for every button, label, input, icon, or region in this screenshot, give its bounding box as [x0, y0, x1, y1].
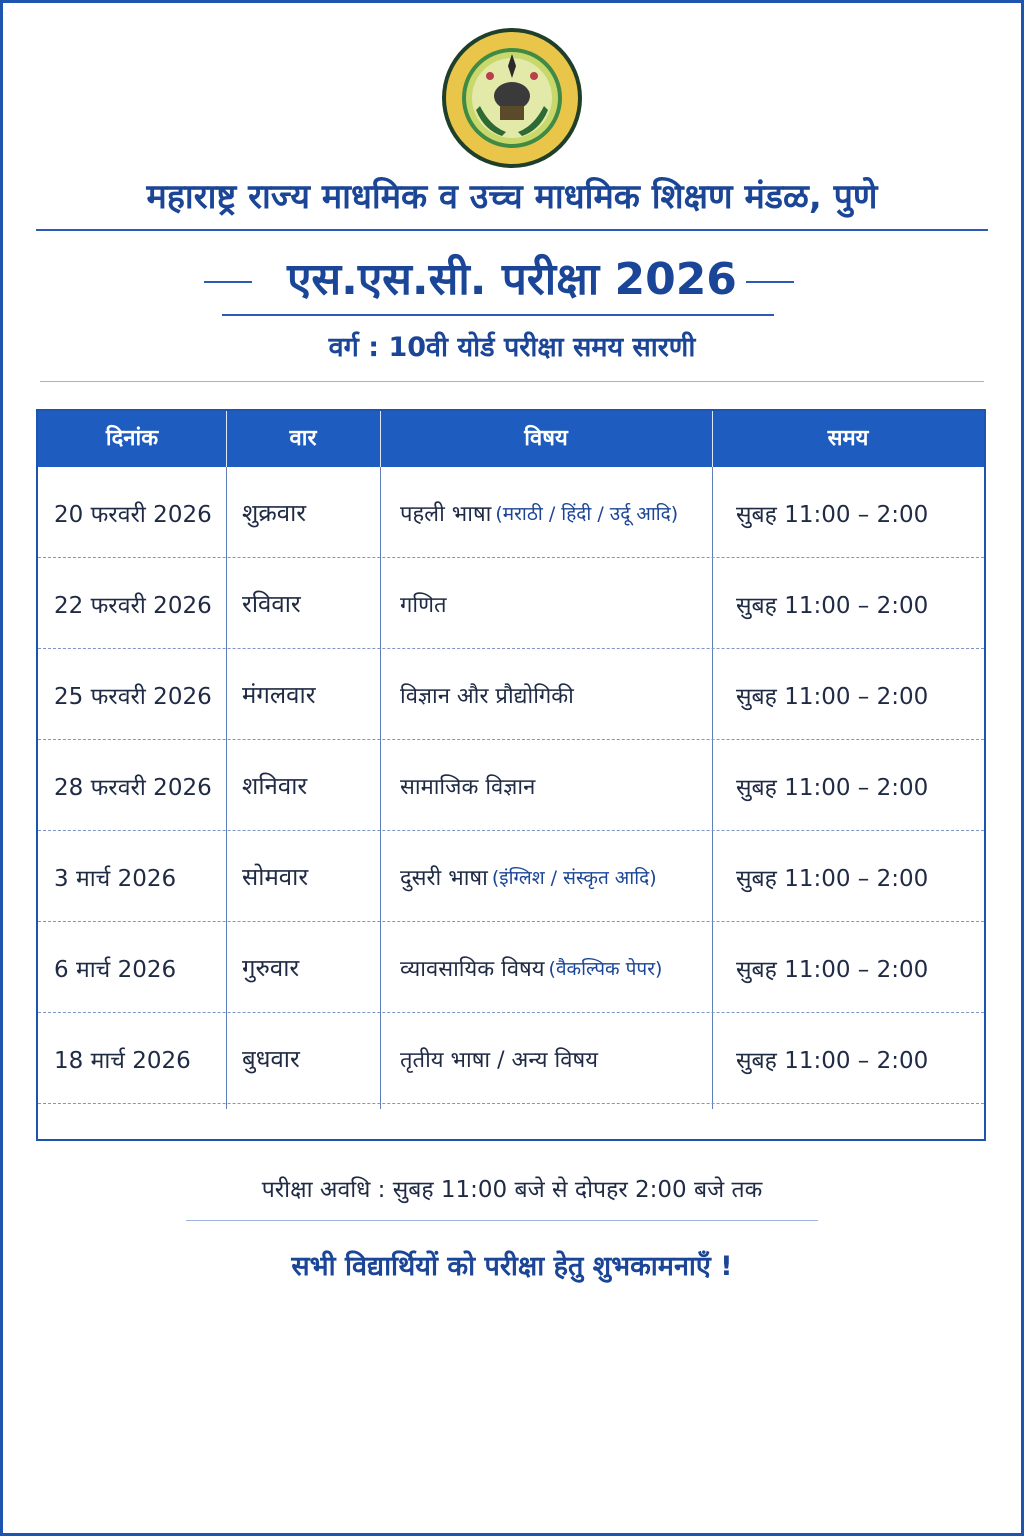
row-date: 6 मार्च 2026 [54, 956, 177, 983]
row-day: रविवार [242, 590, 301, 618]
divider [186, 1220, 818, 1221]
row-subject [400, 740, 716, 831]
divider [36, 229, 988, 231]
header-divider [380, 411, 381, 467]
header-divider [712, 411, 713, 467]
best-wishes-message: सभी विद्यार्थियों को परीक्षा हेतु शुभकामनाएँ ! [291, 1251, 733, 1282]
row-date: 3 मार्च 2026 [54, 865, 177, 892]
table-row [38, 558, 984, 649]
header-divider [226, 411, 227, 467]
row-day: गुरुवार [242, 954, 300, 982]
exam-title: एस.एस.सी. परीक्षा 2026 [287, 254, 737, 305]
row-time: सुबह 11:00 – 2:00 [736, 501, 929, 528]
row-subject [400, 558, 716, 649]
header-day: वार [289, 426, 317, 451]
divider [40, 381, 984, 382]
table-row [38, 467, 984, 558]
row-time: सुबह 11:00 – 2:00 [736, 592, 929, 619]
board-name: महाराष्ट्र राज्य माधमिक व उच्च माधमिक शिक्षण मंडळ, पुणे [146, 177, 878, 217]
row-date: 28 फरवरी 2026 [54, 774, 212, 801]
row-day: सोमवार [242, 863, 309, 891]
header-subject: विषय [524, 426, 568, 451]
row-subject [400, 467, 716, 558]
row-time: सुबह 11:00 – 2:00 [736, 956, 929, 983]
exam-duration-note: परीक्षा अवधि : सुबह 11:00 बजे से दोपहर 2:00 बजे तक [261, 1177, 763, 1203]
class-timetable-subtitle: वर्ग : 10वी योर्ड परीक्षा समय सारणी [328, 332, 696, 363]
title-dash-right [746, 281, 794, 283]
row-date: 18 मार्च 2026 [54, 1047, 191, 1074]
divider [222, 314, 774, 316]
row-subject [400, 649, 716, 740]
header-date: दिनांक [105, 426, 159, 451]
row-date: 25 फरवरी 2026 [54, 683, 212, 710]
title-dash-left [204, 281, 252, 283]
timetable [36, 409, 986, 1141]
table-row [38, 649, 984, 740]
exam-title-block [0, 250, 1024, 310]
timetable-header [38, 411, 984, 467]
subject-note: (इंग्लिश / संस्कृत आदि) [491, 866, 657, 889]
subject-name: दुसरी भाषा [400, 865, 488, 891]
row-subject [400, 922, 716, 1013]
row-day: मंगलवार [242, 681, 316, 709]
subject-note: (मराठी / हिंदी / उर्दू आदि) [495, 502, 679, 525]
row-time: सुबह 11:00 – 2:00 [736, 1047, 929, 1074]
table-row [38, 922, 984, 1013]
row-date: 22 फरवरी 2026 [54, 592, 212, 619]
row-time: सुबह 11:00 – 2:00 [736, 774, 929, 801]
row-time: सुबह 11:00 – 2:00 [736, 865, 929, 892]
row-day: शनिवार [242, 772, 308, 800]
row-date: 20 फरवरी 2026 [54, 501, 212, 528]
header-time: समय [827, 426, 869, 451]
table-row [38, 1013, 984, 1104]
row-subject [400, 1013, 716, 1104]
table-row [38, 740, 984, 831]
row-day: शुक्रवार [242, 499, 307, 527]
row-day: बुधवार [242, 1045, 300, 1073]
table-row [38, 831, 984, 922]
subject-note: (वैकल्पिक पेपर) [548, 957, 663, 980]
row-time: सुबह 11:00 – 2:00 [736, 683, 929, 710]
subject-name: सामाजिक विज्ञान [400, 774, 536, 800]
subject-name: तृतीय भाषा / अन्य विषय [400, 1047, 598, 1073]
subject-name: गणित [400, 592, 447, 618]
row-subject [400, 831, 716, 922]
board-seal-emblem [440, 26, 584, 170]
subject-name: व्यावसायिक विषय [400, 956, 545, 982]
subject-name: पहली भाषा [400, 501, 492, 527]
subject-name: विज्ञान और प्रौद्योगिकी [400, 683, 574, 709]
